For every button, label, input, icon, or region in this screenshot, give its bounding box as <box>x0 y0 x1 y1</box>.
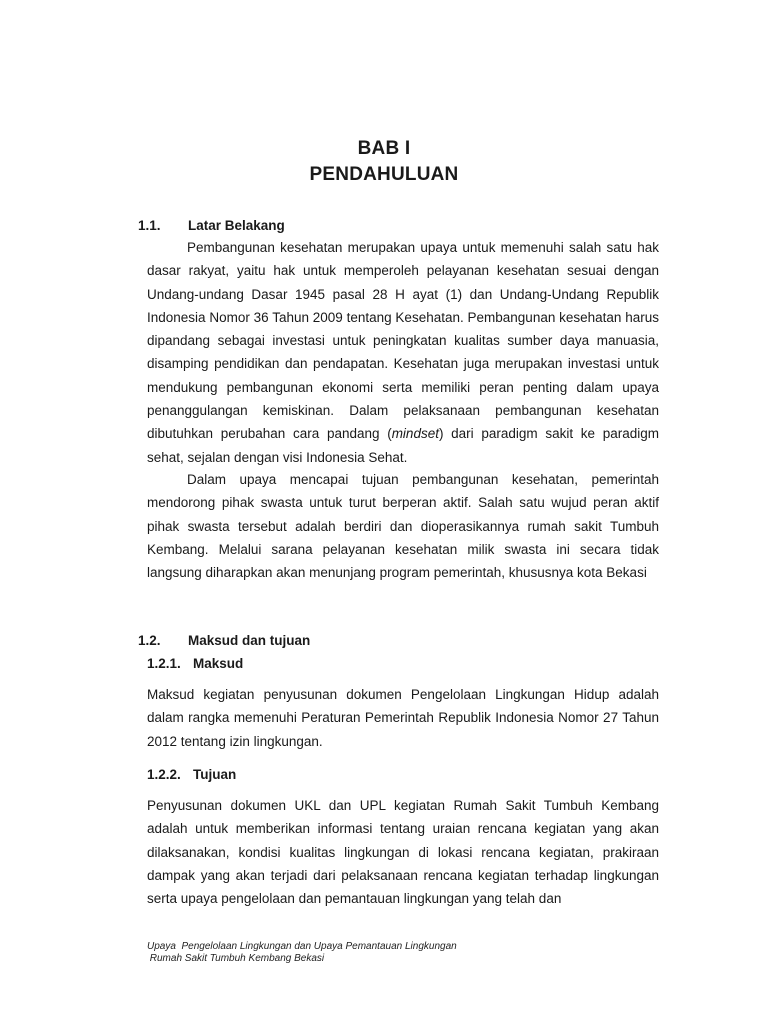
section-title: Latar Belakang <box>188 218 285 233</box>
section-number: 1.1. <box>138 218 161 233</box>
footer <box>147 941 457 965</box>
section-heading-1-2 <box>138 633 310 648</box>
chapter-number: BAB I <box>357 138 411 159</box>
paragraph-tujuan: Penyusunan dokumen UKL dan UPL kegiatan Rumah Sakit Tumbuh Kembang adalah untuk memberikan informasi tentang uraian rencana kegiatan yang akan dilaksanakan, kondisi kualitas lingkungan di lokasi rencana kegiatan, prakiraan dampak yang akan terjadi dari pelaksanaan rencana kegiatan terhadap lingkungan serta upaya pengelolaan dan pemantauan lingkungan yang telah dan <box>147 798 659 907</box>
subsection-number: 1.2.1. <box>147 656 181 671</box>
footer-line-1: Upaya Pengelolaan Lingkungan dan Upaya Pemantauan Lingkungan <box>147 941 457 952</box>
section-heading-1-1 <box>138 218 285 233</box>
subsection-heading-1-2-2 <box>147 767 236 782</box>
paragraph-latar-belakang-1: Pembangunan kesehatan merupakan upaya untuk memenuhi salah satu hak dasar rakyat, yaitu hak untuk memperoleh pelayanan kesehatan sesuai dengan Undang-undang Dasar 1945 pasal 28 H ayat (1) dan Undang-Undang Republik Indonesia Nomor 36 Tahun 2009 tentang Kesehatan. Pembangunan kesehatan harus dipandang sebagai investasi untuk peningkatan kualitas sumber daya manuasia, disamping pendidikan dan pendapatan. Kesehatan juga merupakan investasi untuk mendukung pembangunan ekonomi serta memiliki peran penting dalam upaya penanggulangan kemiskinan. Dalam pelaksanaan pembangunan kesehatan dibutuhkan perubahan cara pandang (mindset) dari paradigm sakit ke paradigm sehat, sejalan dengan visi Indonesia Sehat. <box>147 240 659 465</box>
paragraph-maksud: Maksud kegiatan penyusunan dokumen Pengelolaan Lingkungan Hidup adalah dalam rangka memenuhi Peraturan Pemerintah Republik Indonesia Nomor 27 Tahun 2012 tentang izin lingkungan. <box>147 687 659 749</box>
section-number: 1.2. <box>138 633 161 648</box>
italic-term: mindset <box>391 426 439 442</box>
subsection-heading-1-2-1 <box>147 656 243 671</box>
chapter-title: PENDAHULUAN <box>309 164 459 185</box>
section-title: Maksud dan tujuan <box>188 633 311 648</box>
subsection-title: Maksud <box>193 656 244 671</box>
subsection-title: Tujuan <box>193 767 237 782</box>
subsection-number: 1.2.2. <box>147 767 181 782</box>
paragraph-latar-belakang-2: Dalam upaya mencapai tujuan pembangunan kesehatan, pemerintah mendorong pihak swasta untuk turut berperan aktif. Salah satu wujud peran aktif pihak swasta tersebut adalah berdiri dan dioperasikannya rumah sakit Tumbuh Kembang. Melalui sarana pelayanan kesehatan milik swasta ini secara tidak langsung diharapkan akan menunjang program pemerintah, khususnya kota Bekasi <box>147 472 659 581</box>
footer-line-2: Rumah Sakit Tumbuh Kembang Bekasi <box>147 953 325 964</box>
